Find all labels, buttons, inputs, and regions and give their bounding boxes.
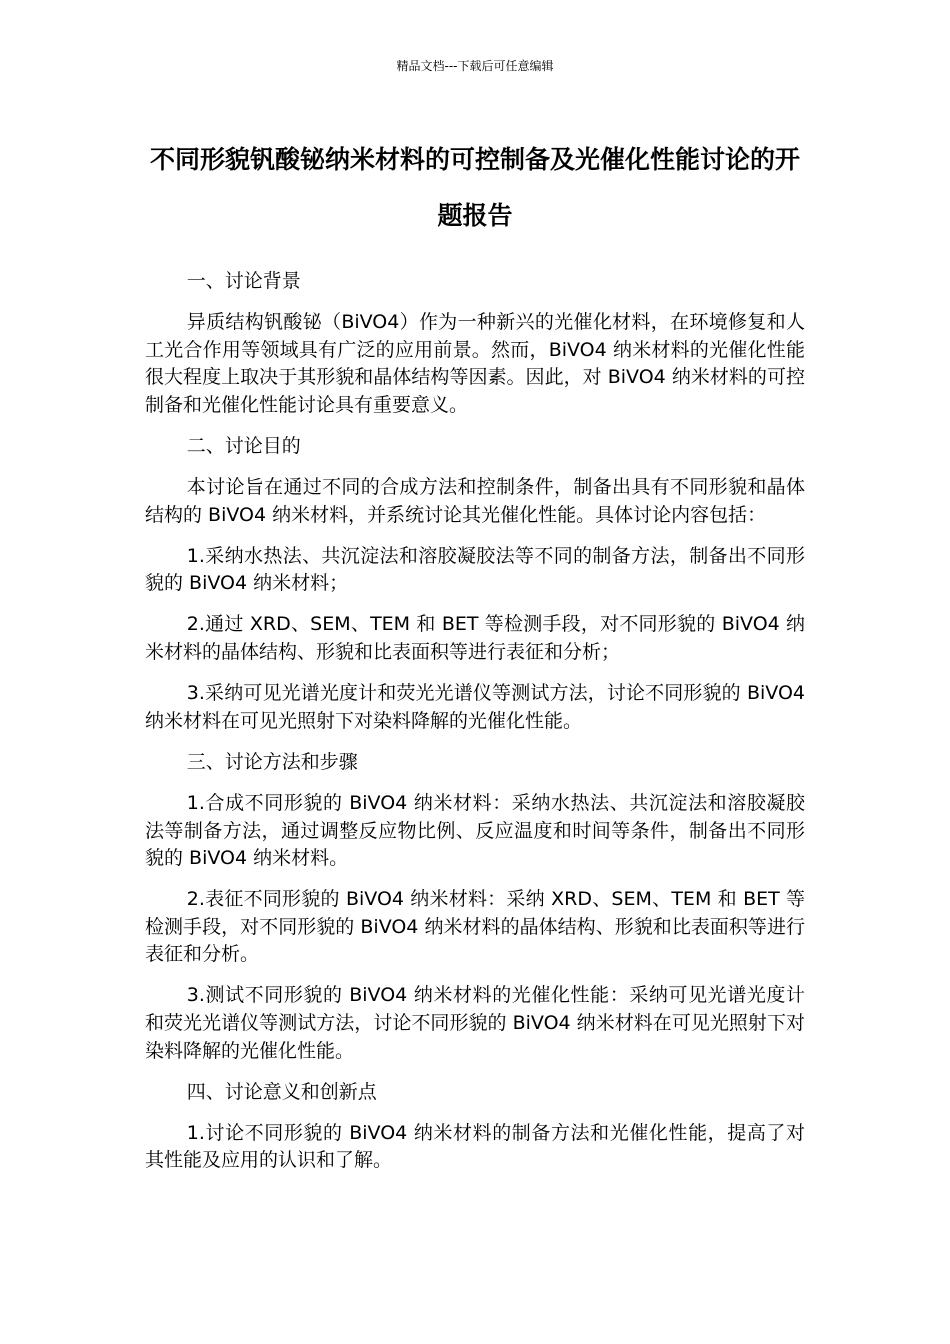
section-heading-background: 一、讨论背景 [186, 270, 301, 292]
document-title: 不同形貌钒酸铋纳米材料的可控制备及光催化性能讨论的开题报告 [149, 145, 800, 230]
purpose-item-3: 3.采纳可见光谱光度计和荧光光谱仪等测试方法，讨论不同形貌的 BiVO4 纳米材料在可见光照射下对染料降解的光催化性能。 [145, 682, 805, 732]
purpose-item-1: 1.采纳水热法、共沉淀法和溶胶凝胶法等不同的制备方法，制备出不同形貌的 BiVO4 纳米材料； [145, 544, 805, 595]
method-item-2: 2.表征不同形貌的 BiVO4 纳米材料：采纳 XRD、SEM、TEM 和 BET 等检测手段，对不同形貌的 BiVO4 纳米材料的晶体结构、形貌和比表面积等进行表征和分析。 [145, 888, 805, 966]
section-heading-purpose: 二、讨论目的 [186, 434, 301, 457]
method-item-3: 3.测试不同形貌的 BiVO4 纳米材料的光催化性能：采纳可见光谱光度计和荧光光谱仪等测试方法，讨论不同形貌的 BiVO4 纳米材料在可见光照射下对染料降解的光催化性能。 [145, 984, 805, 1062]
page-header: 精品文档---下载后可任意编辑 [396, 59, 554, 73]
purpose-item-2: 2.通过 XRD、SEM、TEM 和 BET 等检测手段，对不同形貌的 BiVO4 纳米材料的晶体结构、形貌和比表面积等进行表征和分析； [145, 613, 805, 664]
document-body [145, 268, 805, 1189]
significance-item-1: 1.讨论不同形貌的 BiVO4 纳米材料的制备方法和光催化性能，提高了对其性能及应用的认识和了解。 [145, 1121, 805, 1172]
method-item-1: 1.合成不同形貌的 BiVO4 纳米材料：采纳水热法、共沉淀法和溶胶凝胶法等制备方法，通过调整反应物比例、反应温度和时间等条件，制备出不同形貌的 BiVO4 纳米材料。 [145, 791, 805, 870]
paragraph-purpose: 本讨论旨在通过不同的合成方法和控制条件，制备出具有不同形貌和晶体结构的 BiVO4 纳米材料，并系统讨论其光催化性能。具体讨论内容包括： [145, 476, 805, 526]
section-heading-methods: 三、讨论方法和步骤 [186, 750, 358, 773]
section-heading-significance: 四、讨论意义和创新点 [186, 1080, 377, 1103]
paragraph-background: 异质结构钒酸铋（BiVO4）作为一种新兴的光催化材料，在环境修复和人工光合作用等领域具有广泛的应用前景。然而，BiVO4 纳米材料的光催化性能很大程度上取决于其形貌和晶体结构等因素。因此，对 BiVO4 纳米材料的可控制备和光催化性能讨论具有重要意义。 [145, 311, 805, 416]
